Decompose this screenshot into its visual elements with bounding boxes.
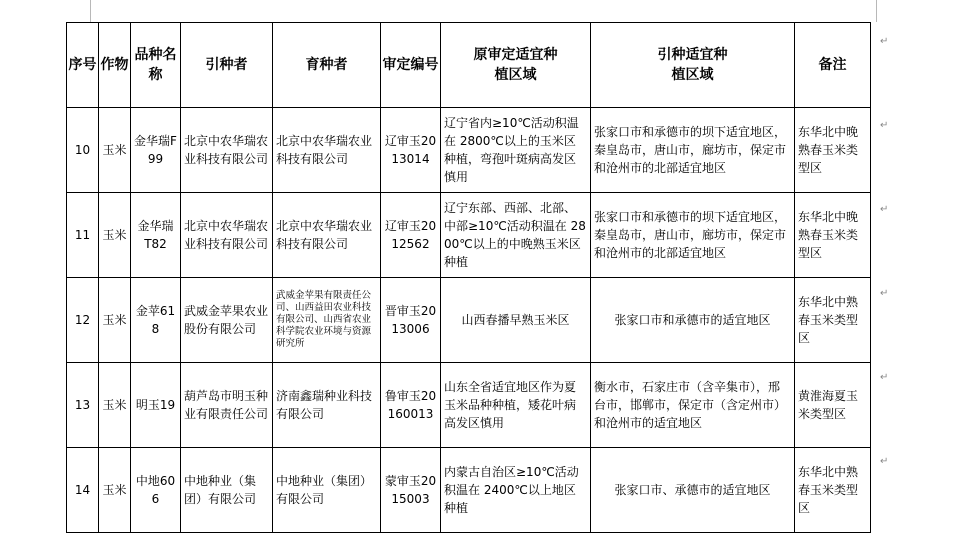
cell-intro-region: 张家口市、承德市的适宜地区 [591,448,795,533]
cell-note: 东华北中熟春玉米类型区 [795,278,871,363]
cell-breeder: 中地种业（集团）有限公司 [273,448,381,533]
cell-intro-region: 衡水市，石家庄市（含辛集市），邢台市，邯郸市，保定市（含定州市）和沧州市的适宜地区 [591,363,795,448]
cell-breeder: 武威金苹果有限责任公司、山西益田农业科技有限公司、山西省农业科学院农业环境与资源研究所 [273,278,381,363]
page-margin-guide-left [90,0,91,22]
cell-introducer: 葫芦岛市明玉种业有限责任公司 [181,363,273,448]
cell-introducer: 北京中农华瑞农业科技有限公司 [181,108,273,193]
row-end-mark-icon: ↵ [880,36,889,47]
header-orig-region: 原审定适宜种植区域 [441,23,591,108]
cell-orig-region: 辽宁省内≥10℃活动积温在 2800℃以上的玉米区种植，弯孢叶斑病高发区慎用 [441,108,591,193]
cell-variety: 金苹618 [131,278,181,363]
cell-crop: 玉米 [99,363,131,448]
cell-breeder: 北京中农华瑞农业科技有限公司 [273,108,381,193]
cell-seq: 14 [67,448,99,533]
cell-introducer: 中地种业（集团）有限公司 [181,448,273,533]
cell-seq: 13 [67,363,99,448]
cell-note: 东华北中晚熟春玉米类型区 [795,108,871,193]
cell-breeder: 北京中农华瑞农业科技有限公司 [273,193,381,278]
header-seq: 序号 [67,23,99,108]
cell-approval-no: 鲁审玉20160013 [381,363,441,448]
cell-introducer: 武威金苹果农业股份有限公司 [181,278,273,363]
row-end-mark-icon: ↵ [880,204,889,215]
header-breeder: 育种者 [273,23,381,108]
cell-intro-region: 张家口市和承德市的适宜地区 [591,278,795,363]
cell-variety: 明玉19 [131,363,181,448]
row-end-mark-icon: ↵ [880,372,889,383]
cell-note: 黄淮海夏玉米类型区 [795,363,871,448]
table-row [67,448,871,533]
cell-approval-no: 晋审玉2013006 [381,278,441,363]
cell-orig-region: 内蒙古自治区≥10℃活动积温在 2400℃以上地区种植 [441,448,591,533]
cell-orig-region: 山东全省适宜地区作为夏玉米品种种植，矮花叶病高发区慎用 [441,363,591,448]
cell-seq: 10 [67,108,99,193]
cell-note: 东华北中晚熟春玉米类型区 [795,193,871,278]
cell-orig-region: 山西春播早熟玉米区 [441,278,591,363]
cell-crop: 玉米 [99,108,131,193]
table-row [67,193,871,278]
cell-crop: 玉米 [99,193,131,278]
cell-orig-region: 辽宁东部、西部、北部、中部≥10℃活动积温在 2800℃以上的中晚熟玉米区种植 [441,193,591,278]
row-end-mark-icon: ↵ [880,288,889,299]
header-variety: 品种名称 [131,23,181,108]
cell-crop: 玉米 [99,448,131,533]
header-intro-region: 引种适宜种植区域 [591,23,795,108]
cell-crop: 玉米 [99,278,131,363]
variety-introduction-table [66,22,871,533]
header-row [67,23,871,108]
header-approval-no: 审定编号 [381,23,441,108]
cell-approval-no: 辽审玉2012562 [381,193,441,278]
cell-seq: 11 [67,193,99,278]
table-row [67,278,871,363]
cell-introducer: 北京中农华瑞农业科技有限公司 [181,193,273,278]
header-introducer: 引种者 [181,23,273,108]
cell-breeder: 济南鑫瑞种业科技有限公司 [273,363,381,448]
row-end-mark-icon: ↵ [880,120,889,131]
header-note: 备注 [795,23,871,108]
header-crop: 作物 [99,23,131,108]
cell-intro-region: 张家口市和承德市的坝下适宜地区，秦皇岛市，唐山市，廊坊市，保定市和沧州市的北部适宜地区 [591,108,795,193]
cell-approval-no: 蒙审玉2015003 [381,448,441,533]
cell-variety: 金华瑞T82 [131,193,181,278]
cell-intro-region: 张家口市和承德市的坝下适宜地区，秦皇岛市，唐山市，廊坊市，保定市和沧州市的北部适宜地区 [591,193,795,278]
table-row [67,363,871,448]
cell-note: 东华北中熟春玉米类型区 [795,448,871,533]
row-end-mark-icon: ↵ [880,456,889,467]
cell-seq: 12 [67,278,99,363]
cell-approval-no: 辽审玉2013014 [381,108,441,193]
table-row [67,108,871,193]
cell-variety: 中地606 [131,448,181,533]
page-margin-guide-right [876,0,877,22]
cell-variety: 金华瑞F99 [131,108,181,193]
